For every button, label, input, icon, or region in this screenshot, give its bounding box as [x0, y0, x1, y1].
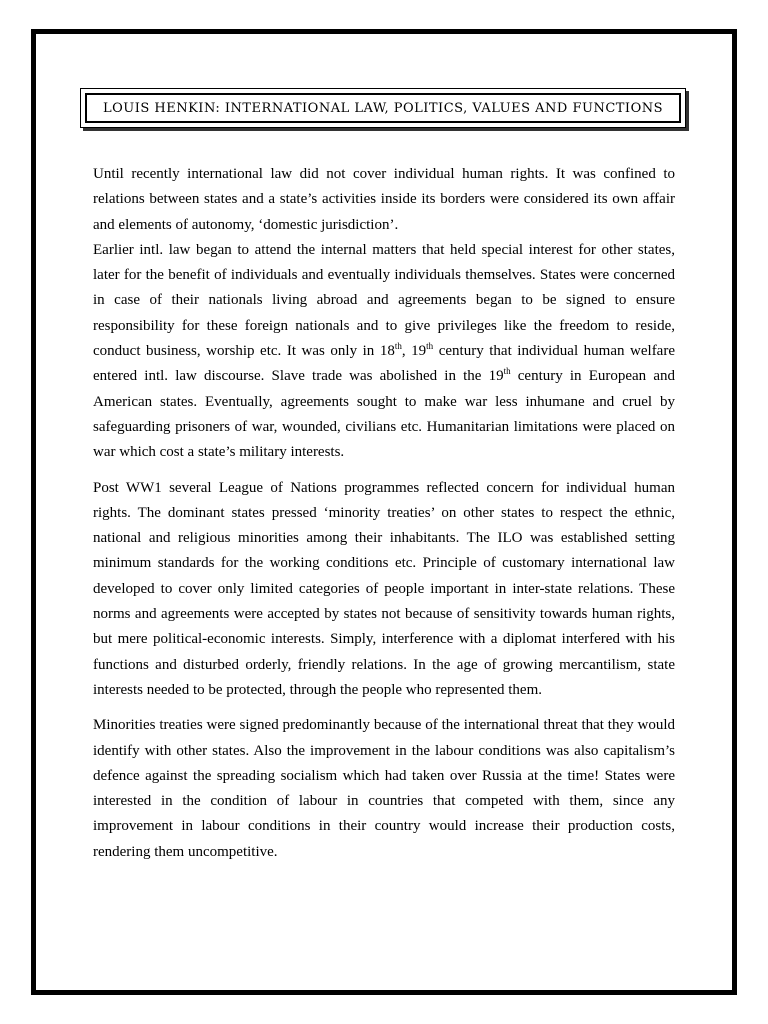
paragraph-4: Minorities treaties were signed predominantly because of the international threat that they would identify with other states. Also the improvement in the labour conditions was also capitalism’s defence against the spreading socialism which had taken over Russia at the time! States were interested in the condition of labour in countries that competed with them, since any improvement in labour conditions in their country would increase their production costs, rendering them uncompetitive.: [93, 717, 675, 860]
superscript-th-3: th: [503, 366, 511, 377]
document-title: LOUIS HENKIN: INTERNATIONAL LAW, POLITICS, VALUES AND FUNCTIONS: [102, 100, 664, 116]
title-box: [80, 88, 686, 128]
paragraph-1: Until recently international law did not cover individual human rights. It was confined to relations between states and a state’s activities inside its borders were considered its own affair and elements of autonomy, ‘domestic jurisdiction’.: [93, 166, 675, 233]
superscript-th-2: th: [426, 341, 434, 352]
paragraph-2-text-d: century in European and American states. Eventually, agreements sought to make war less inhumane and cruel by safeguarding prisoners of war, wounded, civilians etc. Humanitarian limitations were placed on war which cost a state’s military interests.: [93, 368, 675, 461]
paragraph-2-text-b: , 19: [401, 343, 427, 360]
paragraph-2: [93, 238, 675, 466]
paragraph-3: Post WW1 several League of Nations programmes reflected concern for individual human rights. The dominant states pressed ‘minority treaties’ on other states to respect the ethnic, national and religious minorities among their inhabitants. The ILO was established setting minimum standards for the working conditions etc. Principle of customary international law developed to cover only limited categories of people important in inter-state relations. These norms and agreements were accepted by states not because of sensitivity towards human rights, but mere political-economic interests. Simply, interference with a diplomat interfered with his functions and disturbed orderly, friendly relations. In the age of growing mercantilism, state interests needed to be protected, through the people who represented them.: [93, 479, 675, 698]
paragraph-2-text-a: Earlier intl. law began to attend the internal matters that held special interest for other states, later for the benefit of individuals and eventually individuals themselves. States were concerned in case of their nationals living abroad and agreements began to be signed to ensure responsibility for these foreign nationals and to give privileges like the freedom to reside, conduct business, worship etc. It was only in 18: [93, 241, 675, 360]
title-inner-frame: [85, 93, 681, 123]
paragraph-2-text-c: century that individual human welfare entered intl. law discourse. Slave trade was abolished in the 19: [93, 343, 675, 385]
superscript-th-1: th: [394, 341, 402, 352]
document-body: [93, 162, 675, 865]
